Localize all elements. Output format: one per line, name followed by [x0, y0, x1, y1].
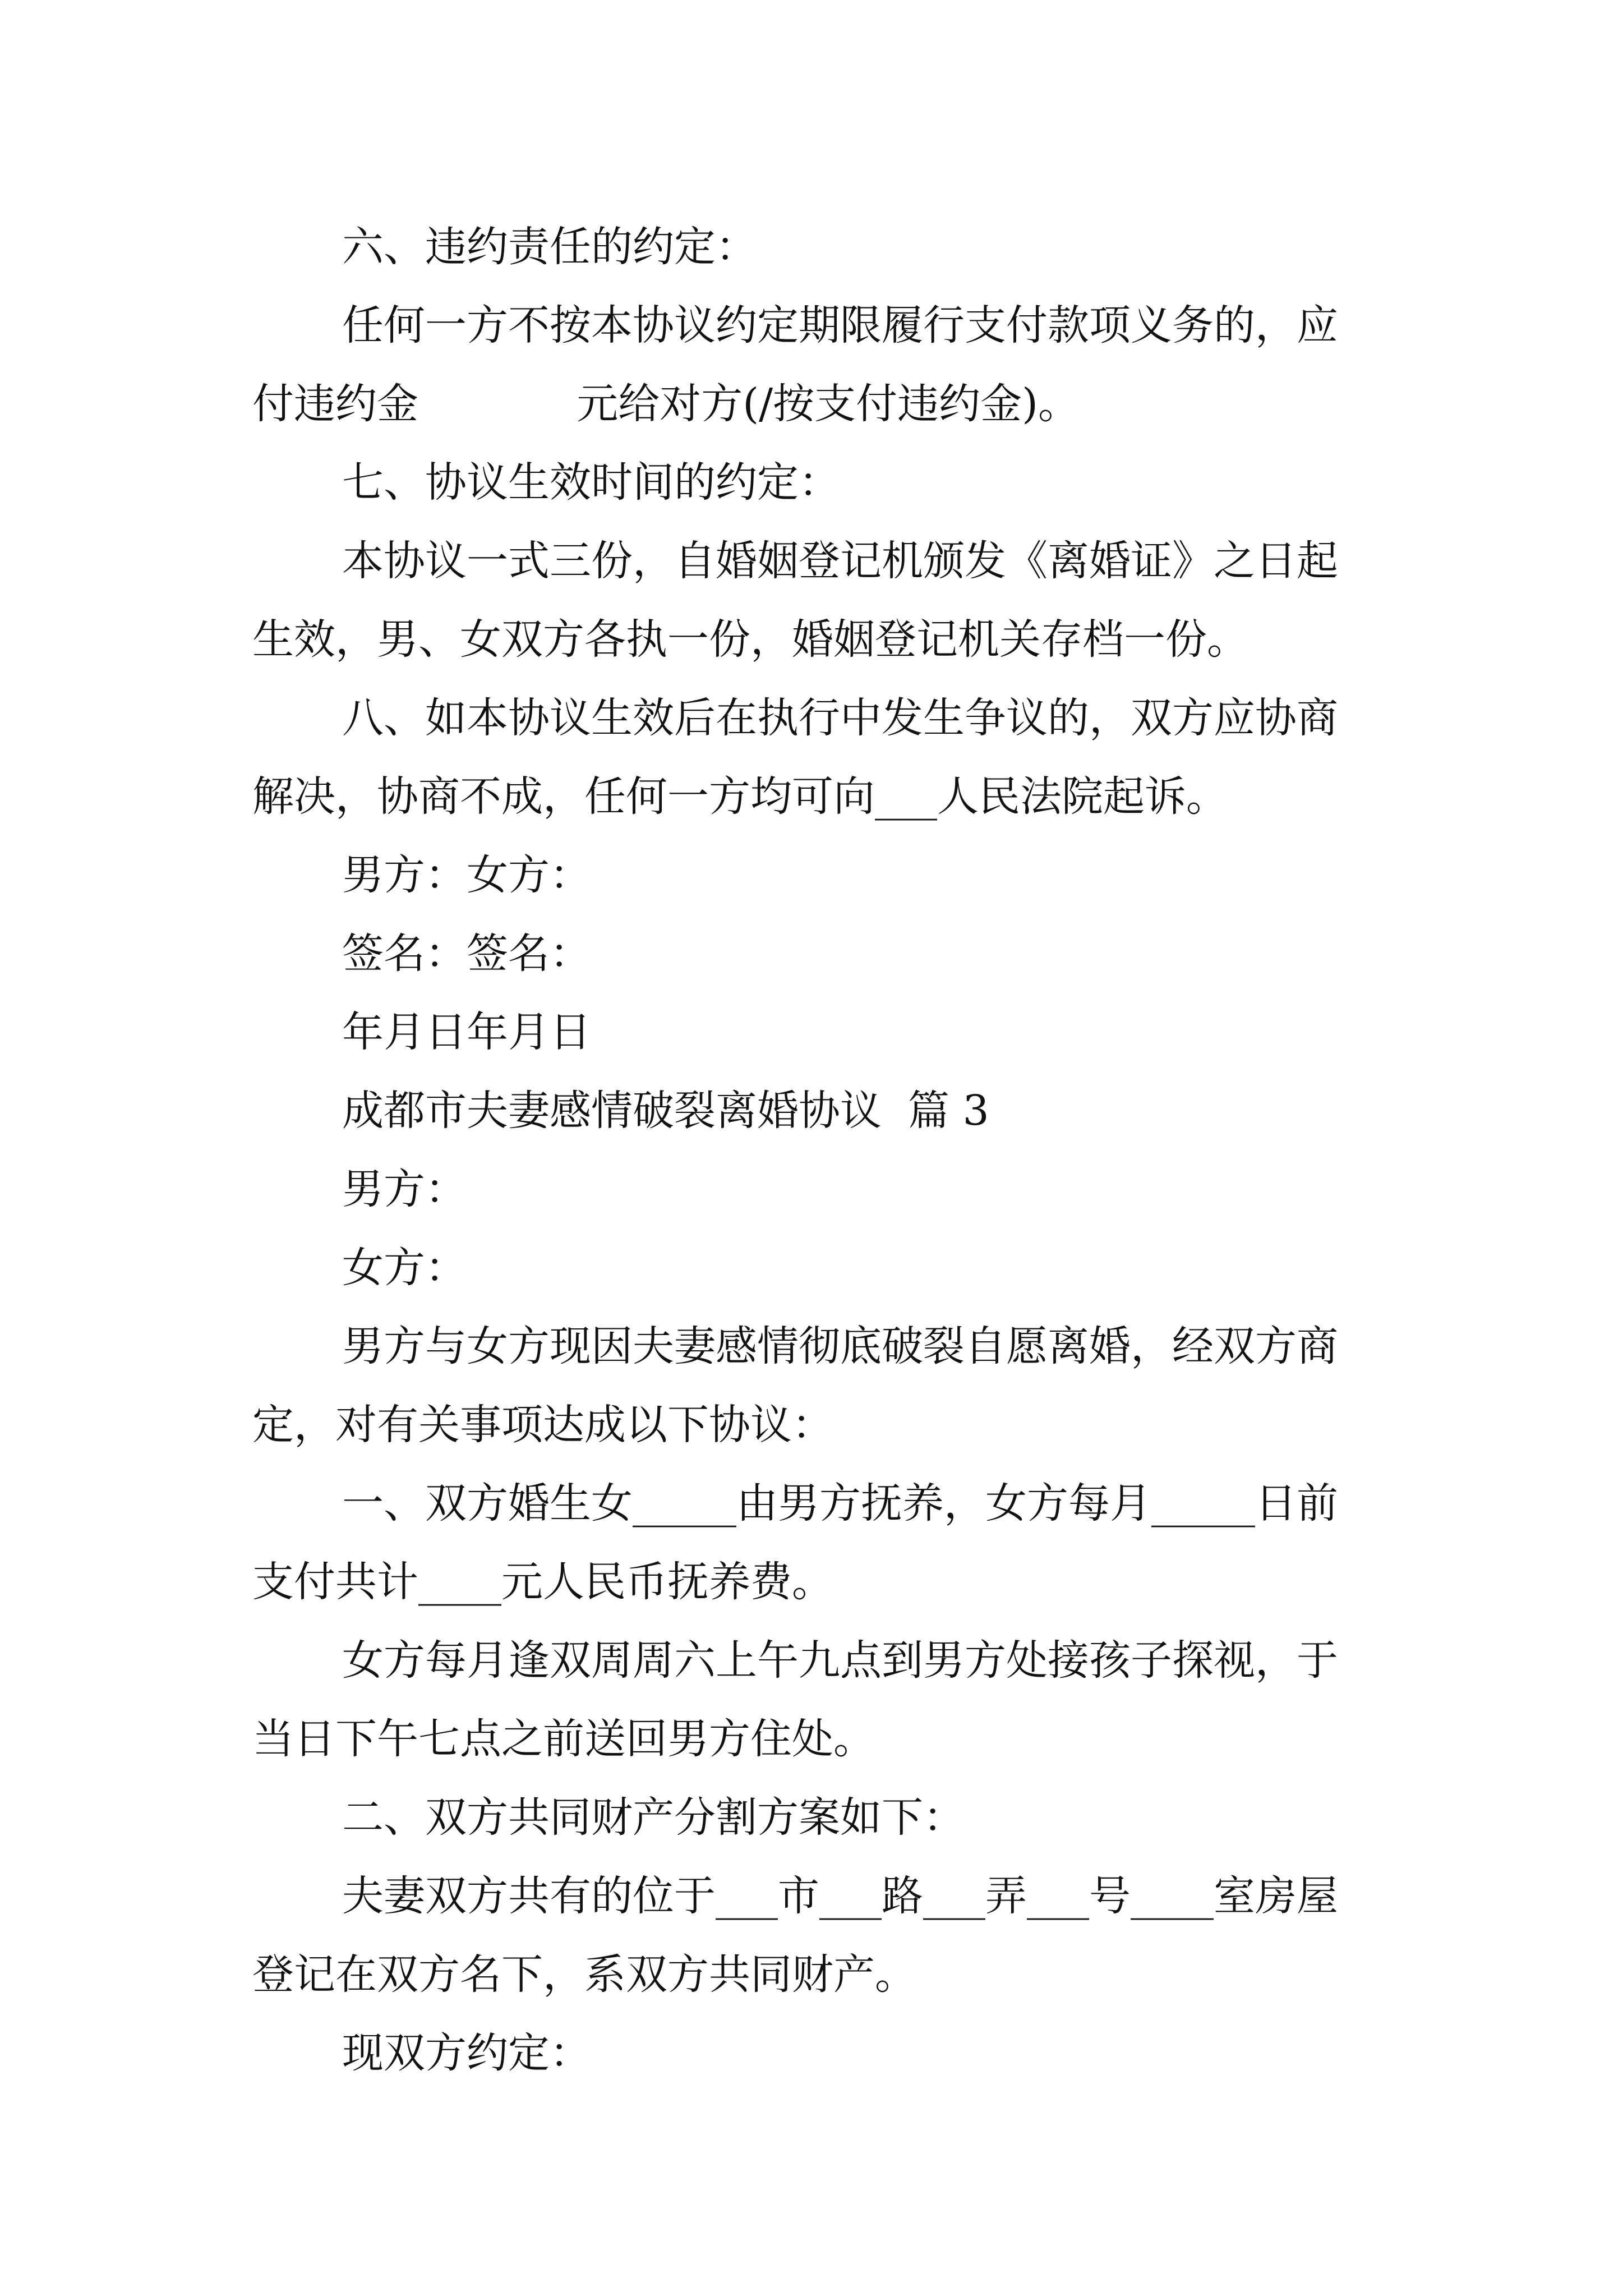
text-line: 当日下午七点之前送回男方住处。 [252, 1715, 875, 1763]
text-line: 生效，男、女双方各执一份，婚姻登记机关存档一份。 [252, 615, 1248, 664]
text-line: 男方： [342, 1165, 467, 1213]
text-line: 解决，协商不成，任何一方均可向___人民法院起诉。 [252, 772, 1228, 821]
text-line: 男方与女方现因夫妻感情彻底破裂自愿离婚，经双方商 [342, 1322, 1338, 1370]
text-line: 女方： [342, 1244, 467, 1292]
text-line: 签名：签名： [342, 930, 591, 978]
text-line: 定，对有关事项达成以下协议： [252, 1401, 833, 1449]
text-line: 年月日年月日 [342, 1008, 591, 1056]
text-line: 一、双方婚生女_____由男方抚养，女方每月_____日前 [342, 1479, 1338, 1527]
text-line: 六、违约责任的约定： [342, 223, 757, 271]
text-line: 男方：女方： [342, 851, 591, 899]
text-line: 八、如本协议生效后在执行中发生争议的，双方应协商 [342, 694, 1338, 742]
document-body [252, 208, 1387, 2092]
text-line: 支付共计____元人民币抚养费。 [252, 1558, 833, 1606]
text-line: 任何一方不按本协议约定期限履行支付款项义务的，应 [342, 301, 1338, 349]
text-line: 本协议一式三份，自婚姻登记机颁发《离婚证》之日起 [342, 537, 1338, 585]
text-line: 夫妻双方共有的位于___市___路___弄___号____室房屋 [342, 1872, 1338, 1920]
text-line: 现双方约定： [342, 2029, 591, 2077]
text-line: 女方每月逢双周周六上午九点到男方处接孩子探视，于 [342, 1636, 1338, 1685]
text-line: 二、双方共同财产分割方案如下： [342, 1793, 965, 1842]
text-line: 七、协议生效时间的约定： [342, 458, 840, 507]
section-heading: 成都市夫妻感情破裂离婚协议 篇 3 [342, 1087, 989, 1135]
text-line: 付违约金 元给对方(/按支付违约金)。 [252, 380, 1080, 428]
text-line: 登记在双方名下，系双方共同财产。 [252, 1950, 916, 1999]
